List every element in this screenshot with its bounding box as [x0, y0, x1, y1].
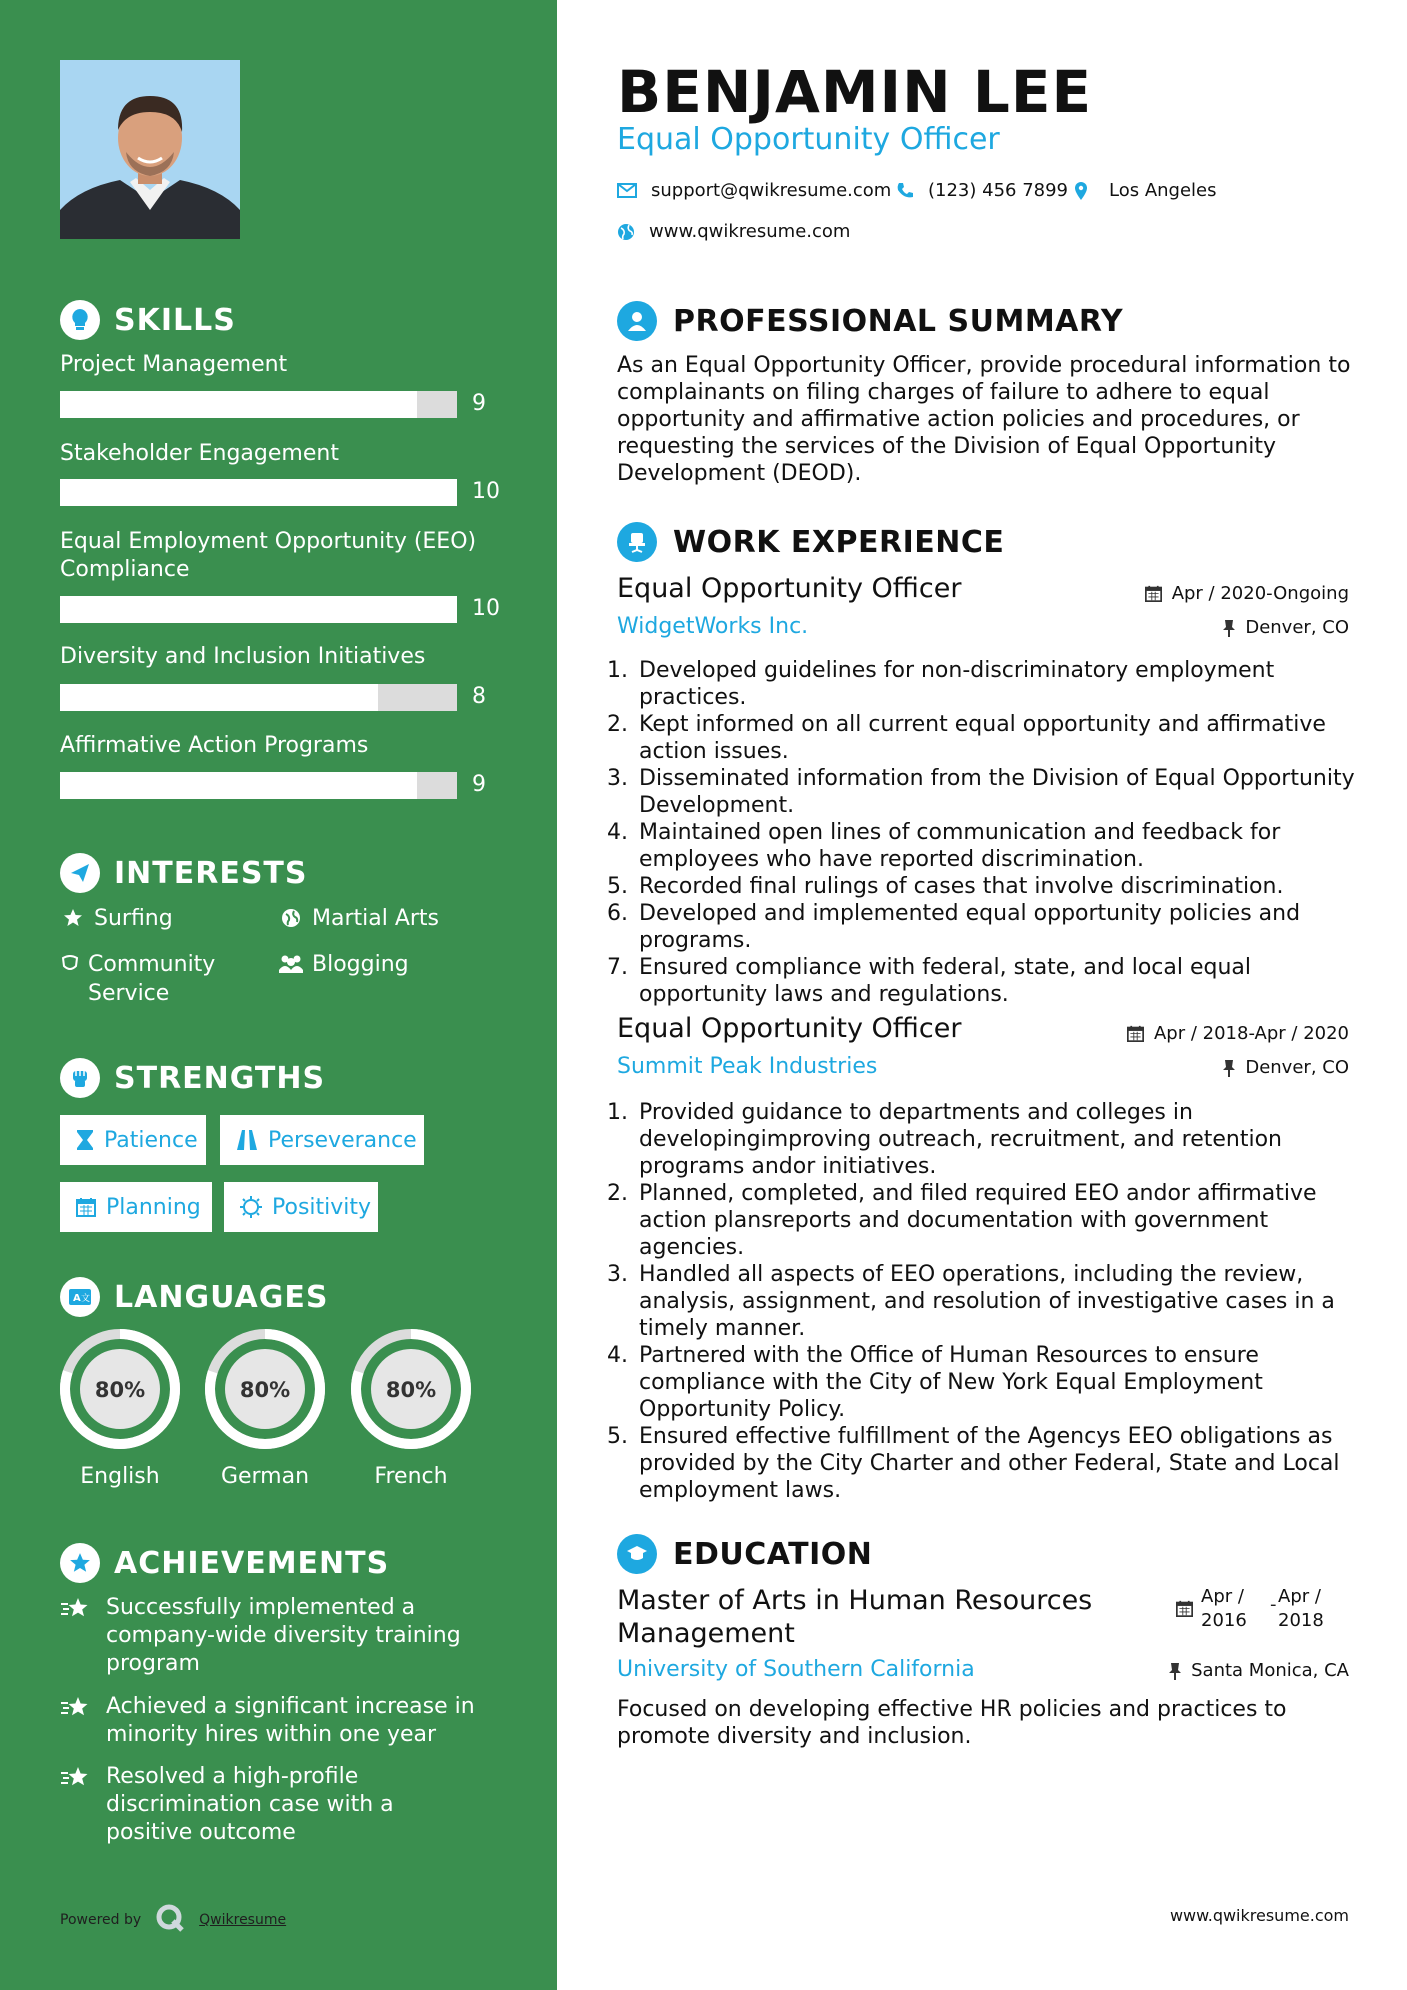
- trophy-star-icon: [60, 1693, 94, 1749]
- achievement-item: [60, 1763, 480, 1847]
- interests-title: INTERESTS: [114, 855, 308, 891]
- interest-label: Surfing: [94, 906, 173, 931]
- interest-item: [60, 950, 250, 1008]
- language-name: French: [374, 1464, 448, 1489]
- job-location: [1223, 1057, 1349, 1078]
- sun-icon: [240, 1196, 262, 1218]
- phone-icon: [896, 182, 914, 200]
- job-title: Equal Opportunity Officer: [617, 1013, 962, 1044]
- skills-title: SKILLS: [114, 302, 236, 338]
- education-degree: Master of Arts in Human Resources Management: [617, 1585, 1093, 1649]
- pushpin-icon: [1223, 1059, 1235, 1077]
- achievement-text: Resolved a high-profile discrimination case with a positive outcome: [106, 1764, 394, 1845]
- phone-text: (123) 456 7899: [928, 180, 1069, 201]
- lightbulb-icon: [60, 300, 100, 340]
- envelope-icon: [617, 183, 637, 198]
- strengths-heading: [60, 1058, 325, 1098]
- language-icon: [60, 1277, 100, 1317]
- pushpin-icon: [1223, 619, 1235, 637]
- qwikresume-logo-icon: [155, 1903, 185, 1937]
- strength-tag: [60, 1182, 212, 1232]
- interest-label: Martial Arts: [312, 906, 440, 931]
- interest-item: [60, 904, 173, 933]
- achievement-text: Successfully implemented a company-wide diversity training program: [106, 1595, 461, 1676]
- calendar-icon: [1127, 1025, 1144, 1042]
- skill-name: Equal Employment Opportunity (EEO) Compliance: [60, 529, 477, 582]
- office-chair-icon: [617, 522, 657, 562]
- paper-plane-icon: [60, 853, 100, 893]
- list-item: 4. Maintained open lines of communication and feedback for employees who have reported discrimination.: [635, 819, 1375, 873]
- job-dates: [1145, 583, 1349, 604]
- skill-value: 9: [472, 391, 486, 416]
- skill-bar: [60, 772, 457, 799]
- education-end-date: Apr / 2018: [1278, 1586, 1324, 1631]
- language-name: German: [220, 1464, 310, 1489]
- interest-item: [278, 904, 439, 933]
- road-icon: [236, 1130, 258, 1150]
- job-company: Summit Peak Industries: [617, 1054, 878, 1079]
- list-item: 1. Developed guidelines for non-discriminatory employment practices.: [635, 657, 1375, 711]
- languages-title: LANGUAGES: [114, 1279, 329, 1315]
- strength-label: Perseverance: [268, 1127, 417, 1153]
- trophy-star-icon: [60, 1763, 94, 1847]
- candidate-title: Equal Opportunity Officer: [617, 122, 1000, 157]
- list-item: 4. Partnered with the Office of Human Resources to ensure compliance with the City of New York Equal Employment Opportunity Policy.: [635, 1342, 1375, 1423]
- education-heading: [617, 1534, 872, 1574]
- contact-location: [1075, 180, 1217, 201]
- contact-website[interactable]: [617, 221, 850, 242]
- contact-phone[interactable]: [896, 180, 1068, 201]
- job-dates-text: Apr / 2018-Apr / 2020: [1153, 1023, 1349, 1044]
- date-separator: -: [1270, 1594, 1277, 1615]
- trophy-star-icon: [60, 1594, 94, 1678]
- pushpin-icon: [1169, 1662, 1181, 1680]
- skill-value: 9: [472, 772, 486, 797]
- globe-icon: [278, 904, 304, 928]
- shield-icon: [60, 950, 80, 974]
- strength-label: Positivity: [272, 1194, 372, 1220]
- svg-text:A: A: [73, 1293, 81, 1304]
- achievement-item: [60, 1594, 480, 1678]
- list-item: 5. Recorded final rulings of cases that involve discrimination.: [635, 873, 1375, 900]
- summary-heading: [617, 301, 1123, 341]
- language-level: 80%: [94, 1378, 146, 1402]
- summary-text: As an Equal Opportunity Officer, provide procedural information to complainants on filing charges of failure to adhere to equal opportunity and affirmative action policies and procedures, or requesting the services of the Division of Equal Opportunity Development (DEOD).: [617, 353, 1351, 486]
- language-ring: [204, 1328, 326, 1450]
- job-location: [1223, 617, 1349, 638]
- education-title: EDUCATION: [673, 1536, 873, 1572]
- list-item: 2. Planned, completed, and filed required EEO andor affirmative action plansreports and documentation with government agencies.: [635, 1180, 1375, 1261]
- star-badge-icon: [60, 1543, 100, 1583]
- candidate-name: BENJAMIN LEE: [617, 58, 1093, 126]
- footer-website[interactable]: www.qwikresume.com: [1169, 1906, 1349, 1925]
- language-ring: [350, 1328, 472, 1450]
- location-text: Los Angeles: [1109, 180, 1217, 201]
- skill-name: Stakeholder Engagement: [60, 441, 339, 466]
- list-item: 6. Developed and implemented equal opportunity policies and programs.: [635, 900, 1375, 954]
- skills-heading: [60, 300, 236, 340]
- interest-label: Community Service: [88, 952, 216, 1006]
- list-item: 3. Handled all aspects of EEO operations, including the review, analysis, assignment, and resolution of investigative cases in a timely manner.: [635, 1261, 1375, 1342]
- graduate-icon: [617, 1534, 657, 1574]
- language-ring: [59, 1328, 181, 1450]
- skill-name: Diversity and Inclusion Initiatives: [60, 644, 426, 669]
- email-text: support@qwikresume.com: [651, 180, 892, 201]
- languages-heading: [60, 1277, 328, 1317]
- globe-icon: [617, 223, 635, 241]
- language-level: 80%: [239, 1378, 291, 1402]
- user-icon: [617, 301, 657, 341]
- summary-title: PROFESSIONAL SUMMARY: [673, 303, 1124, 339]
- achievements-heading: [60, 1543, 389, 1583]
- fist-icon: [60, 1058, 100, 1098]
- job-dates: [1127, 1023, 1349, 1044]
- strength-label: Planning: [106, 1194, 201, 1220]
- education-description: Focused on developing effective HR policies and practices to promote diversity and inclusion.: [617, 1697, 1287, 1749]
- skill-bar-fill: [60, 391, 417, 418]
- list-item: 1. Provided guidance to departments and colleges in developingimproving outreach, recruitment, and retention programs andor initiatives.: [635, 1099, 1375, 1180]
- experience-heading: [617, 522, 1004, 562]
- qwikresume-link[interactable]: Qwikresume: [199, 1912, 287, 1928]
- calendar-icon: [1176, 1600, 1193, 1621]
- job-bullets: [610, 657, 1375, 1008]
- skill-value: 10: [472, 479, 500, 504]
- profile-photo: [60, 60, 240, 239]
- language-name: English: [80, 1464, 160, 1489]
- skill-name: Project Management: [60, 352, 288, 377]
- interest-item: [278, 950, 409, 979]
- skill-bar: [60, 684, 457, 711]
- strength-tag: [60, 1115, 206, 1165]
- experience-title: WORK EXPERIENCE: [673, 524, 1005, 560]
- svg-text:文: 文: [81, 1294, 91, 1304]
- calendar-icon: [76, 1197, 96, 1217]
- list-item: 5. Ensured effective fulfillment of the Agencys EEO obligations as provided by the City Charter and other Federal, State and Local employment laws.: [635, 1423, 1375, 1504]
- skill-bar: [60, 596, 457, 623]
- achievements-title: ACHIEVEMENTS: [114, 1545, 390, 1581]
- skill-value: 8: [472, 684, 486, 709]
- star-icon: [60, 904, 86, 928]
- achievement-text: Achieved a significant increase in minority hires within one year: [106, 1694, 475, 1747]
- education-location: [1169, 1660, 1349, 1681]
- list-item: 7. Ensured compliance with federal, state, and local equal opportunity laws and regulations.: [635, 954, 1375, 1008]
- skill-bar-fill: [60, 479, 457, 506]
- skill-bar-fill: [60, 596, 457, 623]
- education-school: University of Southern California: [617, 1657, 975, 1682]
- strength-label: Patience: [104, 1127, 198, 1153]
- map-pin-icon: [1075, 182, 1087, 200]
- strength-tag: [220, 1115, 424, 1165]
- strength-tag: [224, 1182, 378, 1232]
- contact-email[interactable]: [617, 180, 891, 201]
- job-company: WidgetWorks Inc.: [617, 614, 809, 639]
- job-dates-text: Apr / 2020-Ongoing: [1171, 583, 1349, 604]
- users-icon: [278, 950, 304, 974]
- skill-name: Affirmative Action Programs: [60, 733, 369, 758]
- skill-bar-fill: [60, 772, 417, 799]
- strengths-title: STRENGTHS: [114, 1060, 326, 1096]
- job-location-text: Denver, CO: [1245, 617, 1349, 638]
- job-location-text: Denver, CO: [1245, 1057, 1349, 1078]
- language-level: 80%: [385, 1378, 437, 1402]
- skill-bar-fill: [60, 684, 378, 711]
- skill-bar: [60, 479, 457, 506]
- job-title: Equal Opportunity Officer: [617, 573, 962, 604]
- list-item: 3. Disseminated information from the Division of Equal Opportunity Development.: [635, 765, 1375, 819]
- interests-heading: [60, 853, 308, 893]
- powered-by: [60, 1903, 286, 1937]
- list-item: 2. Kept informed on all current equal opportunity and affirmative action issues.: [635, 711, 1375, 765]
- skill-bar: [60, 391, 457, 418]
- job-bullets: [610, 1099, 1375, 1504]
- powered-by-label: Powered by: [60, 1912, 142, 1928]
- skill-value: 10: [472, 596, 500, 621]
- interest-label: Blogging: [312, 952, 409, 977]
- education-start-date: Apr / 2016: [1201, 1586, 1247, 1631]
- education-location-text: Santa Monica, CA: [1191, 1660, 1349, 1681]
- calendar-icon: [1145, 585, 1162, 602]
- sidebar: [0, 0, 557, 1990]
- website-text: www.qwikresume.com: [649, 221, 851, 242]
- achievement-item: [60, 1693, 480, 1749]
- hourglass-icon: [76, 1129, 94, 1151]
